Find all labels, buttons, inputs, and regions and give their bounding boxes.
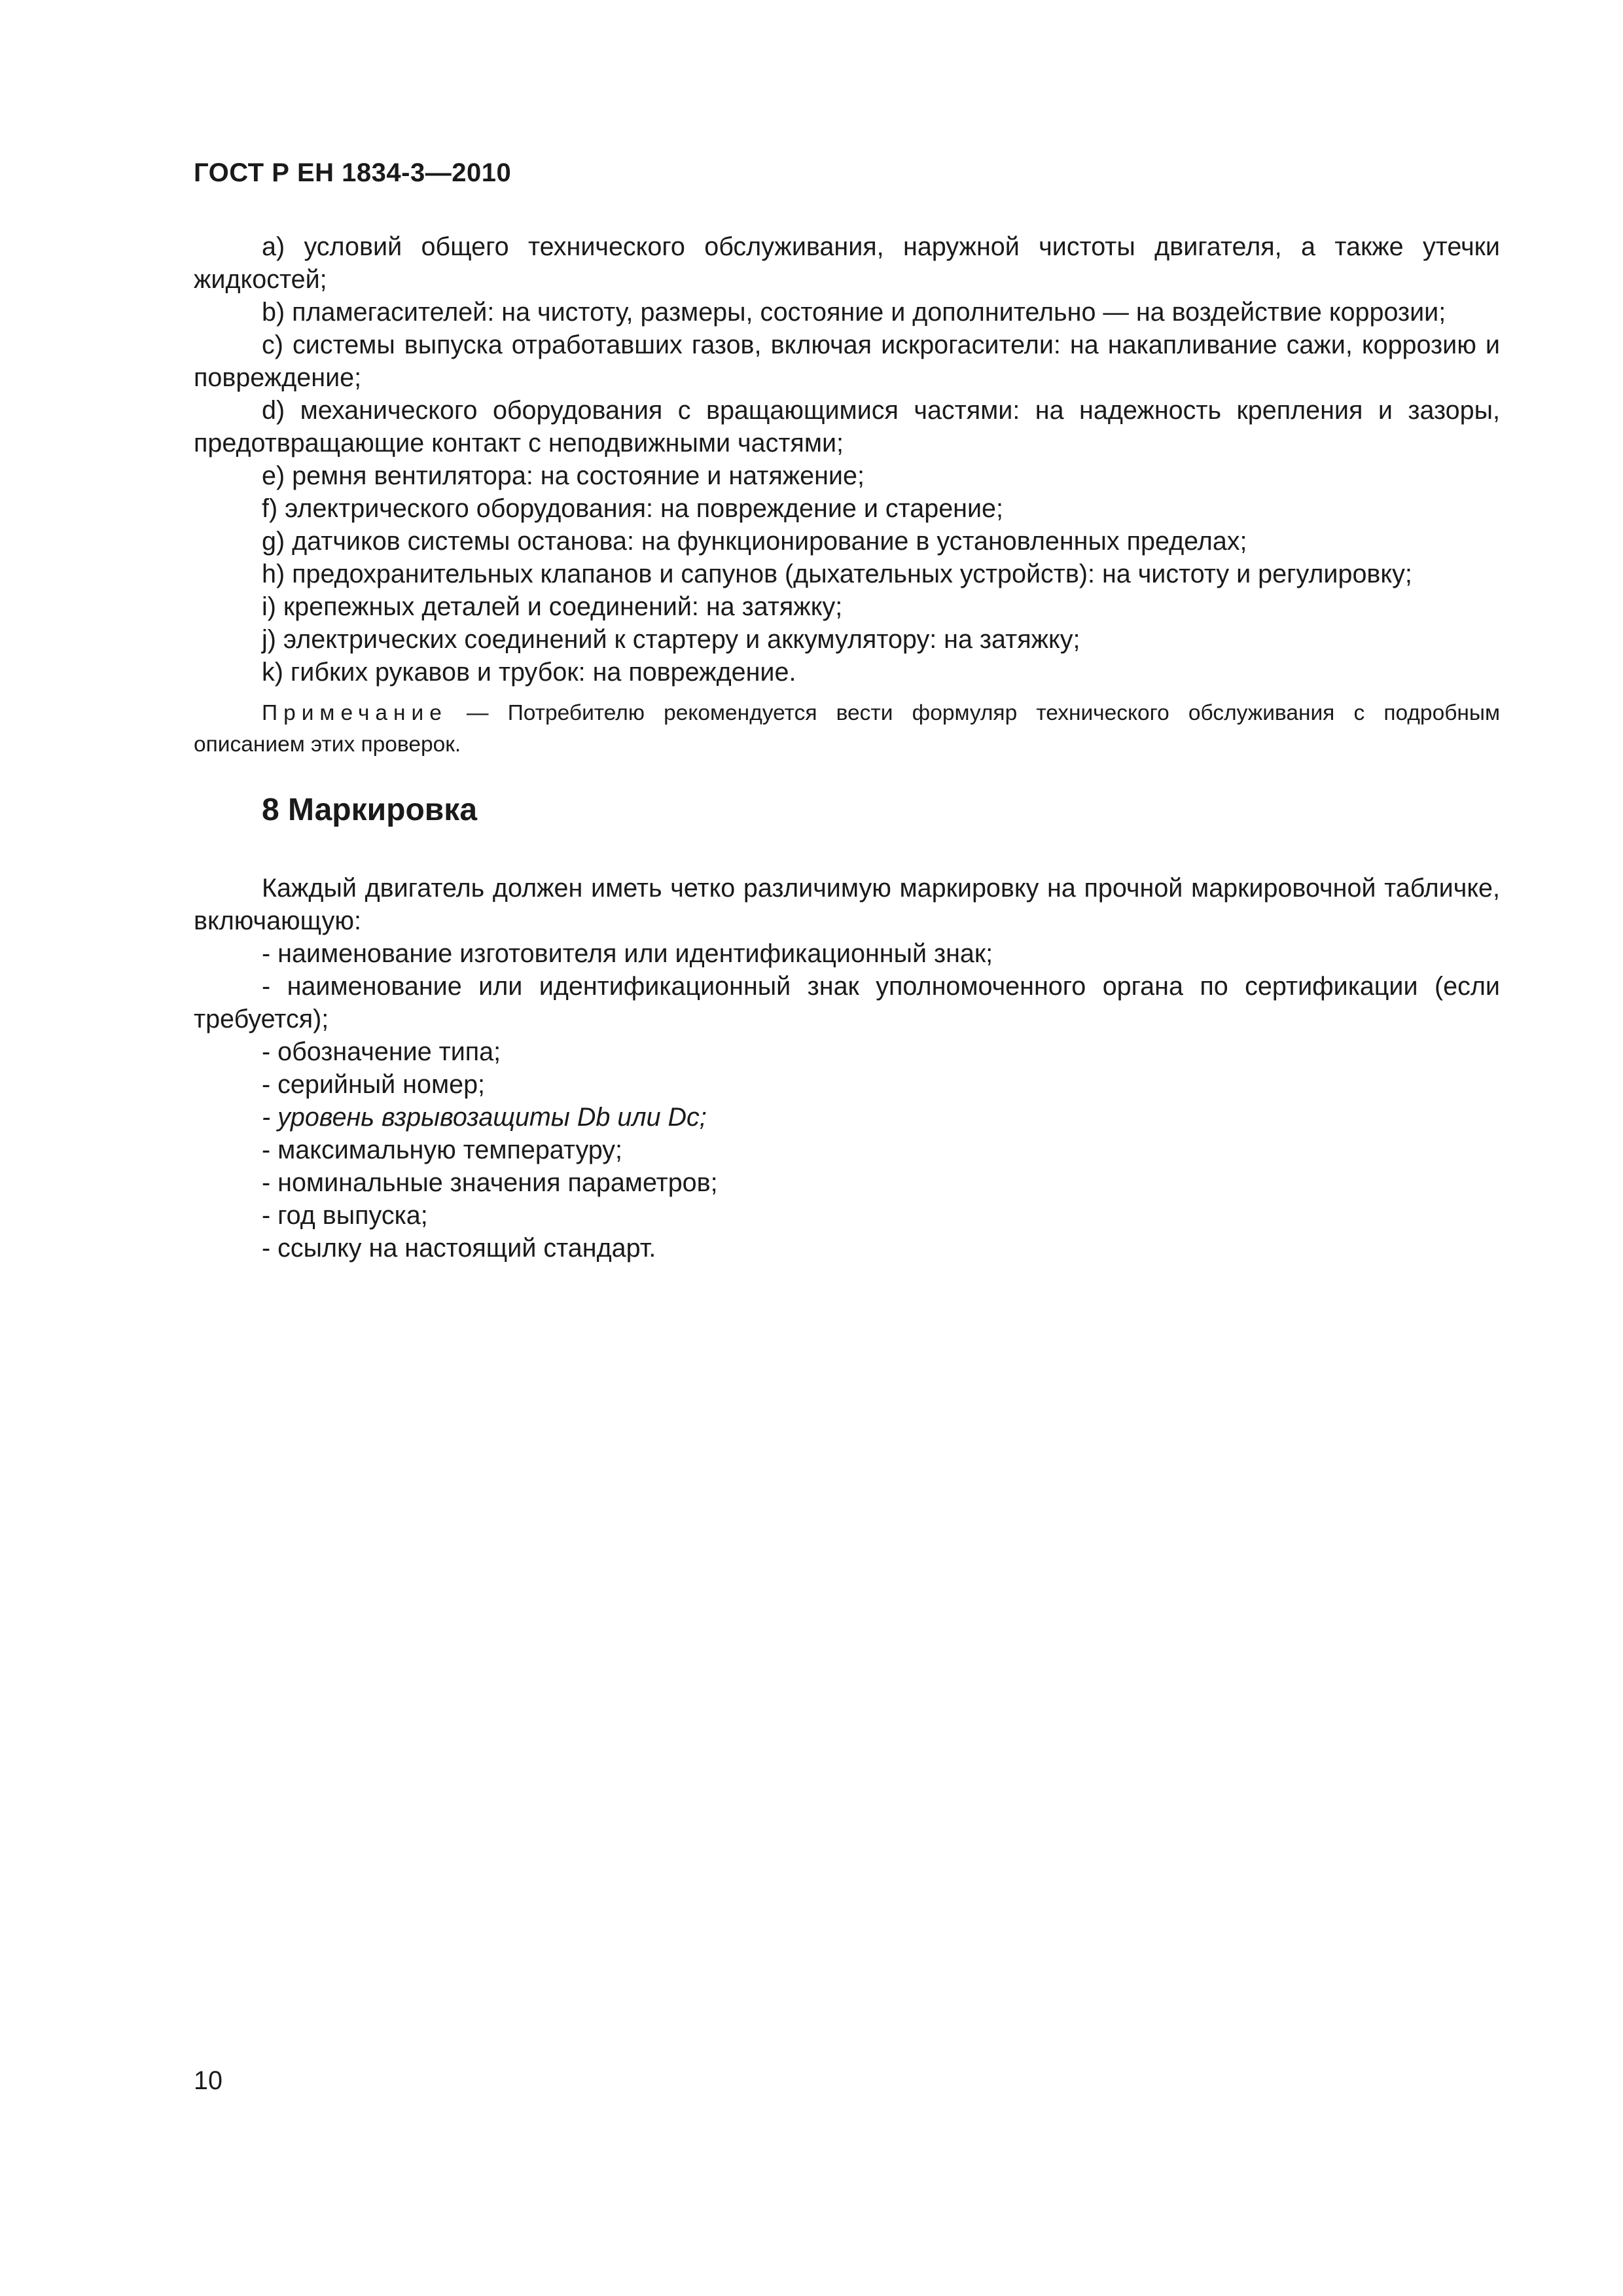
- inspection-checklist: [194, 230, 1500, 689]
- section-heading-marking: 8 Маркировка: [262, 793, 478, 827]
- check-item-e: е) ремня вентилятора: на состояние и натяжение;: [262, 461, 865, 490]
- marking-item-protection-level: - уровень взрывозащиты Db или Dc;: [262, 1103, 707, 1132]
- check-item-h: h) предохранительных клапанов и сапунов (дыхательных устройств): на чистоту и регулировку;: [262, 560, 1412, 588]
- marking-item: - номинальные значения параметров;: [262, 1168, 718, 1197]
- marking-item: - год выпуска;: [262, 1201, 428, 1230]
- marking-item: - наименование изготовителя или идентификационный знак;: [262, 939, 993, 968]
- marking-intro: Каждый двигатель должен иметь четко различимую маркировку на прочной маркировочной табличке, включающую:: [194, 874, 1500, 935]
- note-text: — Потребителю рекомендуется вести формуляр технического обслуживания с подробным описанием этих проверок.: [194, 701, 1500, 757]
- page-content: [194, 230, 1500, 1265]
- note-label: Примечание: [262, 701, 448, 725]
- check-item-g: g) датчиков системы останова: на функционирование в установленных пределах;: [262, 527, 1247, 556]
- marking-item: - наименование или идентификационный знак уполномоченного органа по сертификации (если требуется);: [194, 972, 1500, 1033]
- marking-item: - обозначение типа;: [262, 1037, 501, 1066]
- check-item-f: f) электрического оборудования: на повреждение и старение;: [262, 494, 1004, 523]
- standard-code-header: ГОСТ Р ЕН 1834-3—2010: [194, 158, 512, 187]
- marking-item: - ссылку на настоящий стандарт.: [262, 1234, 656, 1263]
- check-item-d: d) механического оборудования с вращающимися частями: на надежность крепления и зазоры, предотвращающие контакт с неподвижными частями;: [194, 396, 1500, 457]
- check-item-k: k) гибких рукавов и трубок: на повреждение.: [262, 658, 796, 687]
- marking-item: - серийный номер;: [262, 1070, 486, 1099]
- check-item-a: а) условий общего технического обслуживания, наружной чистоты двигателя, а также утечки жидкостей;: [194, 232, 1500, 294]
- check-item-b: b) пламегасителей: на чистоту, размеры, состояние и дополнительно — на воздействие коррозии;: [262, 298, 1446, 327]
- check-item-j: j) электрических соединений к стартеру и аккумулятору: на затяжку;: [262, 625, 1080, 654]
- check-item-i: i) крепежных деталей и соединений: на затяжку;: [262, 592, 843, 621]
- check-item-c: с) системы выпуска отработавших газов, включая искрогасители: на накапливание сажи, коррозию и повреждение;: [194, 331, 1500, 392]
- page-number: 10: [194, 2066, 223, 2095]
- marking-item: - максимальную температуру;: [262, 1136, 622, 1164]
- note: [194, 698, 1500, 761]
- marking-list: [194, 937, 1500, 1265]
